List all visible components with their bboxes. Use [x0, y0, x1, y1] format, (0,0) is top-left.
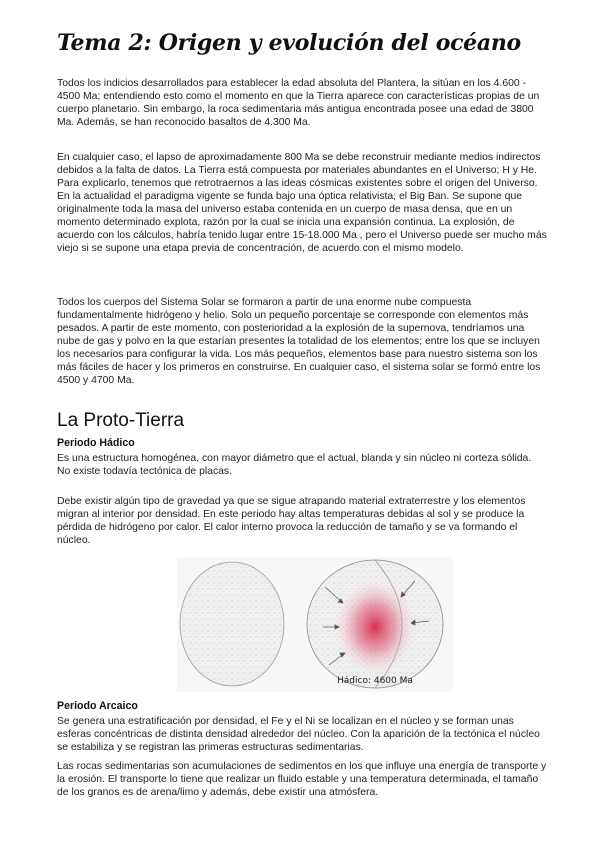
intro-paragraph-3: Todos los cuerpos del Sistema Solar se formaron a partir de una enorme nube compuesta fundamentalmente hidrógeno y helio. Solo un pequeño porcentaje se corresponde con elementos más pesados. A partir de este momento, con posterioridad a la explosión de la supernova, tendríamos una nube de gas y polvo en la que estarían presentes la totalidad de los elementos; entre los que se incluyen los necesarios para configurar la vida. Los más pequeños, elementos base para nuestro sistema son los más fáciles de hacer y los primeros en construirse. En cualquier caso, el sistema solar se formó entre los 4500 y 4700 Ma.: [57, 297, 541, 386]
hadico-paragraph-1: Es una estructura homogénea, con mayor diámetro que el actual, blanda y sin núcleo ni corteza sólida. No existe todavía tectónica de placas.: [57, 453, 532, 477]
homogeneous-sphere: [180, 562, 284, 686]
arcaico-paragraph-1: Se genera una estratificación por densidad, el Fe y el Ni se localizan en el núcleo y se forman unas esferas concéntricas de distinta densidad alrededor del núcleo. Con la aparición de la tectónica el núcleo se estabiliza y se registran las primeras estructuras sedimentarias.: [57, 716, 540, 753]
intro-paragraph-1: Todos los indicios desarrollados para establecer la edad absoluta del Plantera, la sitúan en los 4.600 - 4500 Ma; entendiendo esto como el momento en que la Tierra aparece con características propias de un cuerpo planetario. Sin embargo, la roca sedimentaria más antigua encontrada posee una edad de 3800 Ma. Además, se han reconocido basaltos de 4.300 Ma.: [57, 78, 540, 128]
arcaico-paragraph-2: Las rocas sedimentarias son acumulaciones de sedimentos en los que influye una energía de transporte y la erosión. El transporte lo tiene que realizar un fluido estable y una temperatura determinada, el tamaño de los granos es de arena/limo y además, debe existir una atmósfera.: [57, 761, 547, 798]
forming-core: [331, 575, 419, 679]
page-title: Tema 2: Origen y evolución del océano: [57, 30, 521, 56]
proto-earth-illustration: [177, 557, 453, 692]
proto-earth-figure: [177, 557, 453, 692]
figure-caption: Hádico: 4600 Ma: [337, 676, 413, 686]
hadico-paragraph-2: Debe existir algún tipo de gravedad ya que se sigue atrapando material extraterrestre y los elementos migran al interior por densidad. En este periodo hay altas temperaturas debidas al sol y se produce la pérdida de hidrógeno por calor. El calor interno provoca la reducción de tamaño y se va formando el núcleo.: [57, 496, 526, 546]
subheading-arcaico: Periodo Arcaico: [57, 700, 138, 712]
section-heading-proto-tierra: La Proto-Tierra: [57, 410, 185, 431]
subheading-hadico: Periodo Hádico: [57, 437, 135, 449]
intro-paragraph-2: En cualquier caso, el lapso de aproximadamente 800 Ma se debe reconstruir mediante medios indirectos debidos a la falta de datos. La Tierra está compuesta por materiales abundantes en el Universo; H y He. Para explicarlo, tenemos que retrotraernos a las ideas cósmicas existentes sobre el origen del Universo. En la actualidad el paradigma vigente se funda bajo una óptica relativista; el Big Ban. Se supone que originalmente toda la masa del universo estaba contenida en un cuerpo de masa densa, que en un momento determinado explota, razón por la cual se inicia una expansión continua. La explosión, de acuerdo con los cálculos, habría tenido lugar entre 15-18.000 Ma , pero el Universo puede ser mucho más viejo si se supone una etapa previa de concentración, de acuerdo con el mismo modelo.: [57, 152, 547, 254]
